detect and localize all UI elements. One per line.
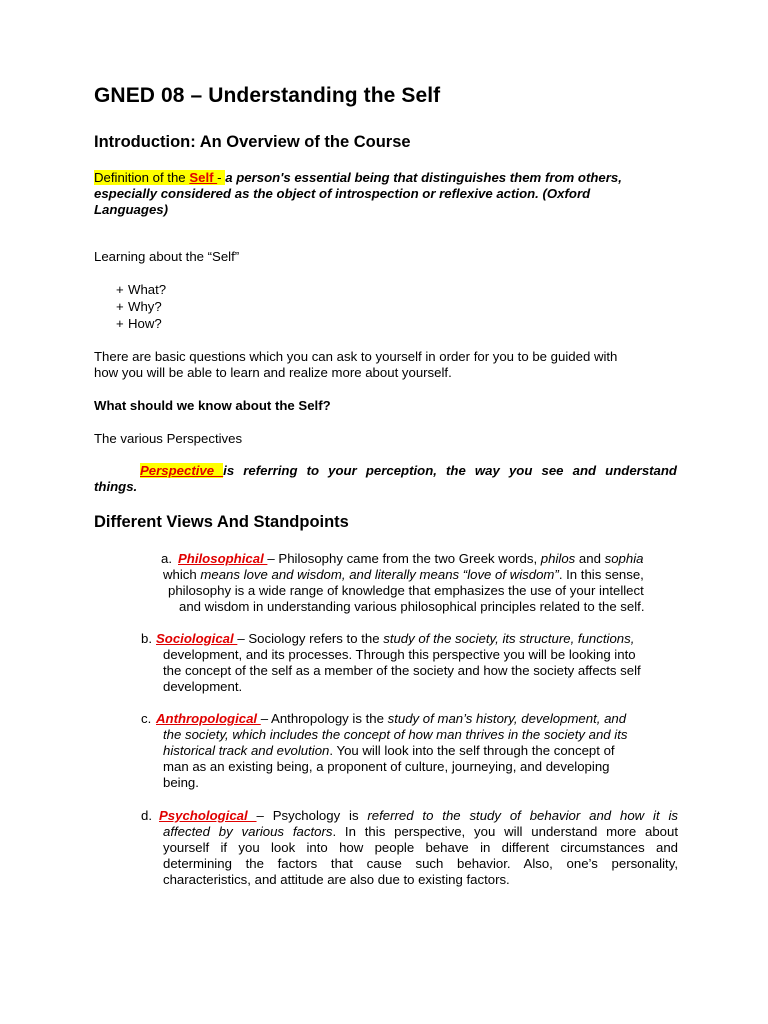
list-item: + Why? (116, 299, 162, 314)
psychological-term: Psychological (159, 808, 257, 823)
views-heading: Different Views And Standpoints (94, 513, 349, 531)
learning-heading: Learning about the “Self” (94, 249, 240, 264)
anthropological-term: Anthropological (156, 711, 261, 726)
document-title: GNED 08 – Understanding the Self (94, 84, 441, 107)
view-anthropological: c. Anthropological – Anthropology is the study of man’s history, development, and the society, which includes the concept of how man thrives in the society and its historical track and evolution. You will look into the self through the concept of man as an existing being, a proponent of culture, journeying, and developing being. (141, 711, 628, 790)
perspective-term: Perspective (140, 463, 224, 478)
definition-block: Definition of the Self - a person's essential being that distinguishes them from others, especially considered as the object of introspection or reflexive action. (Oxford Languages) (94, 170, 622, 217)
philosophical-term: Philosophical (178, 551, 268, 566)
definition-text: a person's essential being that distinguishes them from others, (225, 170, 622, 185)
various-perspectives: The various Perspectives (94, 431, 243, 446)
list-item: + How? (116, 316, 162, 331)
basic-questions-paragraph: There are basic questions which you can ask to yourself in order for you to be guided with how you will be able to learn and realize more about yourself. (94, 349, 618, 380)
definition-label: Definition of the Self - (94, 170, 226, 185)
list-item: + What? (116, 282, 167, 297)
self-term: Self (189, 170, 218, 185)
view-psychological: d. Psychological – Psychology is referred to the study of behavior and how it is affected by various factors. In this perspective, you will understand more about yourself if you look into how people behave in different circumstances and determining the factors that cause such behavior. Also, one’s personality, characteristics, and attitude are also due to existing factors. (141, 808, 678, 887)
know-question: What should we know about the Self? (94, 398, 331, 413)
intro-heading: Introduction: An Overview of the Course (94, 133, 411, 151)
bullet-list (116, 282, 166, 332)
view-sociological: b. Sociological – Sociology refers to the study of the society, its structure, functions, development, and its processes. Through this perspective you will be looking into the concept of the self as a member of the society and how the society affects self development. (141, 631, 641, 694)
view-philosophical: a. Philosophical – Philosophy came from the two Greek words, philos and sophia which means love and wisdom, and literally means “love of wisdom”. In this sense, philosophy is a wide range of knowledge that emphasizes the use of your intellect and wisdom in understanding various philosophical principles related to the self. (161, 551, 645, 614)
perspective-definition: Perspective is referring to your perception, the way you see and understand things. (94, 463, 677, 494)
sociological-term: Sociological (156, 631, 238, 646)
